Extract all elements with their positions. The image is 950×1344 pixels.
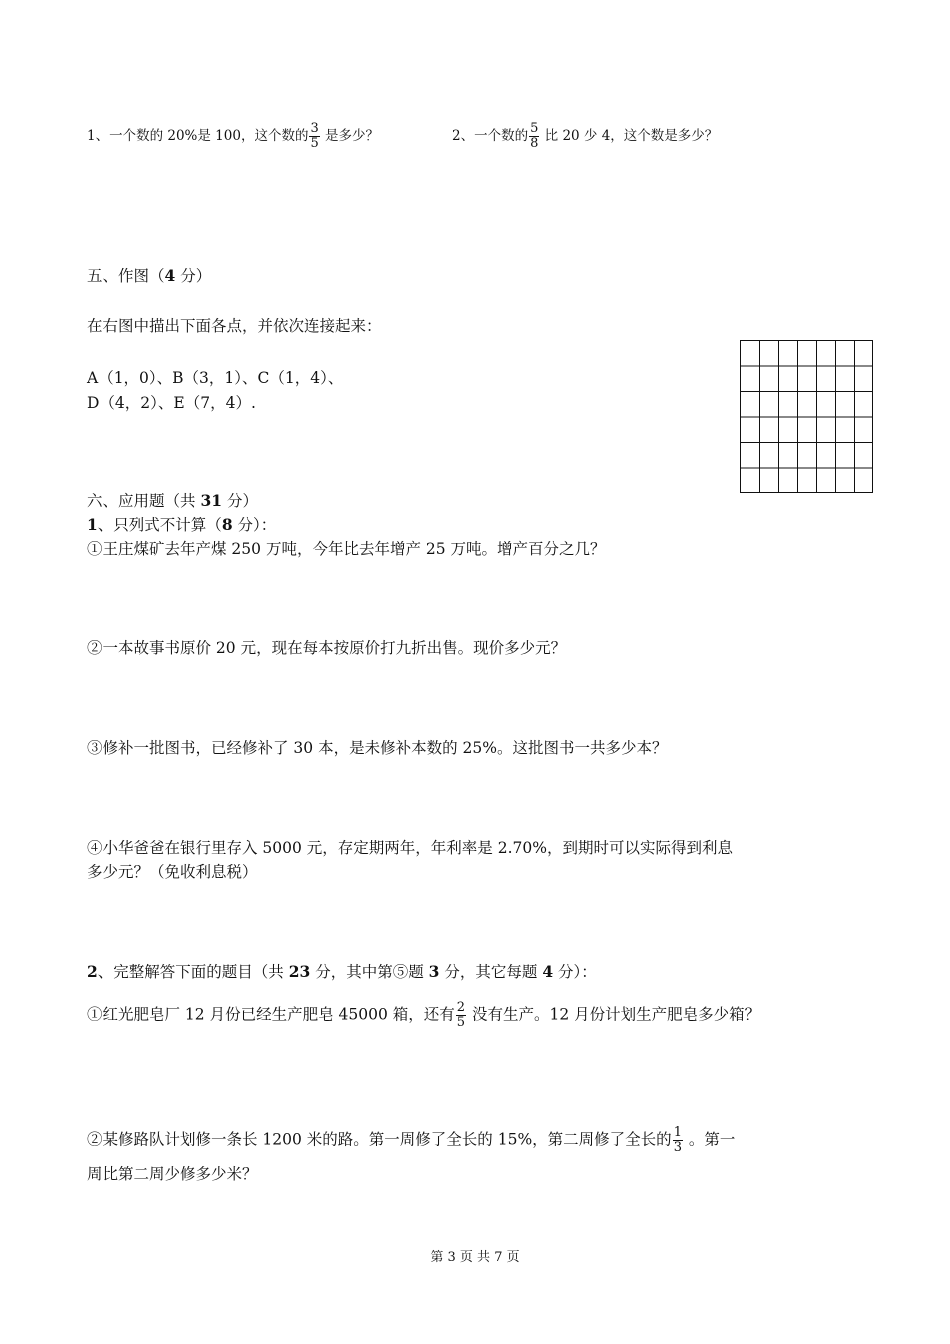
calc-question-2-text: 2、一个数的: [452, 128, 529, 144]
section-6-score: 31: [200, 491, 223, 510]
fraction-numerator: 5: [530, 121, 539, 136]
part-1-score: 8: [221, 515, 233, 534]
part-2-label-text-2: 分，其中第⑤题: [310, 963, 429, 981]
section-5-instruction: 在右图中描出下面各点，并依次连接起来：: [87, 317, 382, 335]
part-1-question-2: ②一本故事书原价 20 元，现在每本按原价打九折出售。现价多少元？: [87, 639, 567, 657]
part-2-label-text: 、完整解答下面的题目（共: [97, 963, 289, 981]
fraction-numerator: 1: [673, 1125, 682, 1140]
part-1-question-4-line-1: ④小华爸爸在银行里存入 5000 元，存定期两年，年利率是 2.70%，到期时可以实际得到利息: [87, 839, 733, 857]
points-line-2: D（4，2）、E（7，4）.: [87, 394, 256, 412]
fraction-2-5: [456, 1001, 466, 1030]
part-2-question-2-line-1: [87, 1126, 735, 1155]
part-2-question-1-text-end: 没有生产。12 月份计划生产肥皂多少箱？: [467, 1005, 761, 1024]
calc-question-1: [87, 122, 379, 151]
fraction-numerator: 3: [310, 121, 319, 136]
part-2-question-2-text-end: 。第一: [683, 1130, 736, 1149]
section-5-title-text: 五、作图（: [87, 267, 165, 285]
fraction-numerator: 2: [456, 1000, 466, 1015]
page-number-footer: 第 3 页 共 7 页: [430, 1250, 520, 1265]
part-2-score: 23: [288, 962, 311, 981]
part-1-number: 1: [87, 515, 98, 534]
part-1-label: [87, 515, 276, 535]
section-6-title: [87, 491, 258, 511]
fraction-denominator: 5: [456, 1015, 466, 1030]
section-5-title-end: 分）: [175, 267, 212, 285]
section-5-title: [87, 266, 211, 286]
fraction-3-5: [309, 122, 319, 151]
fraction-1-3: [673, 1126, 683, 1155]
part-2-score-each: 4: [542, 962, 554, 981]
fraction-denominator: 8: [530, 136, 539, 151]
section-5-score: 4: [164, 266, 176, 285]
part-1-question-4-line-2: 多少元？（免收利息税）: [87, 863, 258, 881]
part-1-question-1: ①王庄煤矿去年产煤 250 万吨，今年比去年增产 25 万吨。增产百分之几？: [87, 540, 606, 558]
points-line-1: A（1，0）、B（3，1）、C（1，4）、: [87, 369, 344, 387]
part-2-label-end: 分）：: [553, 963, 597, 981]
part-2-label: [87, 962, 597, 982]
part-2-score-q5: 3: [428, 962, 440, 981]
coordinate-grid: [740, 340, 873, 493]
part-2-question-2-text: ②某修路队计划修一条长 1200 米的路。第一周修了全长的 15%，第二周修了全长的: [87, 1130, 672, 1149]
part-2-question-1-text: ①红光肥皂厂 12 月份已经生产肥皂 45000 箱，还有: [87, 1005, 455, 1024]
section-6-title-end: 分）: [222, 492, 258, 510]
calc-question-1-text-end: 是多少？: [320, 128, 380, 144]
fraction-5-8: [529, 122, 539, 151]
fraction-denominator: 5: [310, 136, 319, 151]
calc-question-2: [452, 122, 718, 151]
part-1-question-3: ③修补一批图书，已经修补了 30 本，是未修补本数的 25%。这批图书一共多少本？: [87, 739, 668, 757]
part-1-label-text: 、只列式不计算（: [97, 516, 222, 534]
part-2-number: 2: [87, 962, 98, 981]
calc-question-1-text: 1、一个数的 20%是 100，这个数的: [87, 128, 309, 144]
part-1-label-end: 分）：: [232, 516, 277, 534]
fraction-denominator: 3: [673, 1140, 682, 1155]
part-2-label-text-3: 分，其它每题: [439, 963, 543, 981]
section-6-title-text: 六、应用题（共: [87, 492, 201, 510]
part-2-question-2-line-2: 周比第二周少修多少米？: [87, 1165, 258, 1183]
calc-question-2-text-end: 比 20 少 4，这个数是多少？: [540, 128, 719, 144]
part-2-question-1: [87, 1001, 760, 1030]
